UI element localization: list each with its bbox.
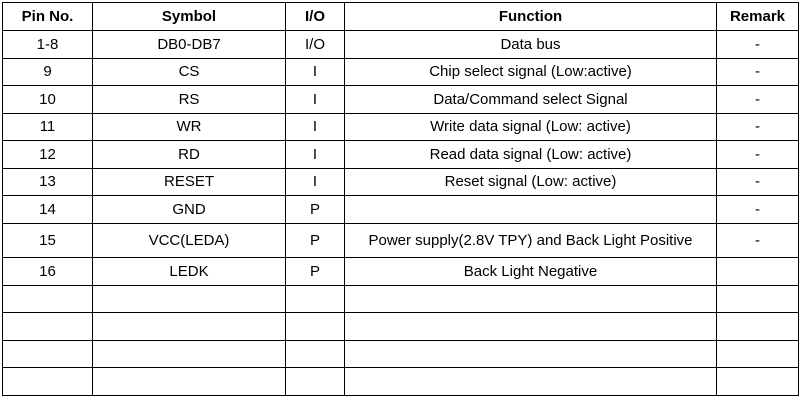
- cell-function: [345, 368, 717, 396]
- cell-pin: [3, 285, 93, 313]
- cell-io: I/O: [286, 31, 345, 59]
- table-row: [3, 58, 799, 86]
- cell-remark: -: [717, 168, 799, 196]
- cell-remark: -: [717, 223, 799, 258]
- cell-io: I: [286, 86, 345, 114]
- table-row: [3, 86, 799, 114]
- cell-pin: 1-8: [3, 31, 93, 59]
- header-function: Function: [345, 3, 717, 31]
- cell-remark: -: [717, 86, 799, 114]
- cell-remark: [717, 313, 799, 341]
- cell-remark: -: [717, 141, 799, 169]
- cell-pin: 11: [3, 113, 93, 141]
- table-row: [3, 168, 799, 196]
- table-row: [3, 31, 799, 59]
- cell-io: P: [286, 223, 345, 258]
- cell-io: [286, 313, 345, 341]
- cell-symbol: [93, 368, 286, 396]
- cell-symbol: WR: [93, 113, 286, 141]
- cell-function: Reset signal (Low: active): [345, 168, 717, 196]
- cell-pin: [3, 313, 93, 341]
- cell-remark: -: [717, 58, 799, 86]
- cell-pin: [3, 340, 93, 368]
- header-symbol: Symbol: [93, 3, 286, 31]
- cell-pin: 16: [3, 258, 93, 286]
- table-row: [3, 196, 799, 224]
- cell-function: Back Light Negative: [345, 258, 717, 286]
- cell-symbol: RD: [93, 141, 286, 169]
- header-remark: Remark: [717, 3, 799, 31]
- cell-symbol: DB0-DB7: [93, 31, 286, 59]
- pin-definition-table: [2, 2, 799, 396]
- table-row-empty: [3, 313, 799, 341]
- cell-function: [345, 340, 717, 368]
- cell-function: Read data signal (Low: active): [345, 141, 717, 169]
- cell-symbol: CS: [93, 58, 286, 86]
- cell-pin: 9: [3, 58, 93, 86]
- cell-symbol: VCC(LEDA): [93, 223, 286, 258]
- cell-function: Power supply(2.8V TPY) and Back Light Positive: [345, 223, 717, 258]
- cell-io: P: [286, 196, 345, 224]
- header-pin-no: Pin No.: [3, 3, 93, 31]
- cell-symbol: GND: [93, 196, 286, 224]
- table-row-empty: [3, 285, 799, 313]
- cell-pin: 15: [3, 223, 93, 258]
- cell-remark: [717, 258, 799, 286]
- cell-symbol: LEDK: [93, 258, 286, 286]
- cell-symbol: [93, 340, 286, 368]
- cell-pin: [3, 368, 93, 396]
- cell-symbol: RS: [93, 86, 286, 114]
- cell-symbol: [93, 285, 286, 313]
- cell-io: I: [286, 141, 345, 169]
- cell-function: Data bus: [345, 31, 717, 59]
- table-row: [3, 141, 799, 169]
- cell-function: [345, 313, 717, 341]
- table-row: [3, 258, 799, 286]
- cell-io: [286, 340, 345, 368]
- cell-pin: 13: [3, 168, 93, 196]
- cell-io: [286, 285, 345, 313]
- header-io: I/O: [286, 3, 345, 31]
- table-row: [3, 223, 799, 258]
- table-row: [3, 113, 799, 141]
- cell-function: Chip select signal (Low:active): [345, 58, 717, 86]
- cell-remark: -: [717, 113, 799, 141]
- header-row: [3, 3, 799, 31]
- cell-io: I: [286, 58, 345, 86]
- cell-symbol: RESET: [93, 168, 286, 196]
- table-row-empty: [3, 340, 799, 368]
- cell-pin: 10: [3, 86, 93, 114]
- cell-remark: -: [717, 196, 799, 224]
- cell-pin: 14: [3, 196, 93, 224]
- cell-function: Write data signal (Low: active): [345, 113, 717, 141]
- cell-io: P: [286, 258, 345, 286]
- table-row-empty: [3, 368, 799, 396]
- cell-function: Data/Command select Signal: [345, 86, 717, 114]
- cell-io: I: [286, 113, 345, 141]
- cell-remark: [717, 285, 799, 313]
- cell-remark: -: [717, 31, 799, 59]
- cell-function: [345, 285, 717, 313]
- cell-function: [345, 196, 717, 224]
- cell-pin: 12: [3, 141, 93, 169]
- cell-symbol: [93, 313, 286, 341]
- cell-io: [286, 368, 345, 396]
- cell-remark: [717, 340, 799, 368]
- cell-io: I: [286, 168, 345, 196]
- cell-remark: [717, 368, 799, 396]
